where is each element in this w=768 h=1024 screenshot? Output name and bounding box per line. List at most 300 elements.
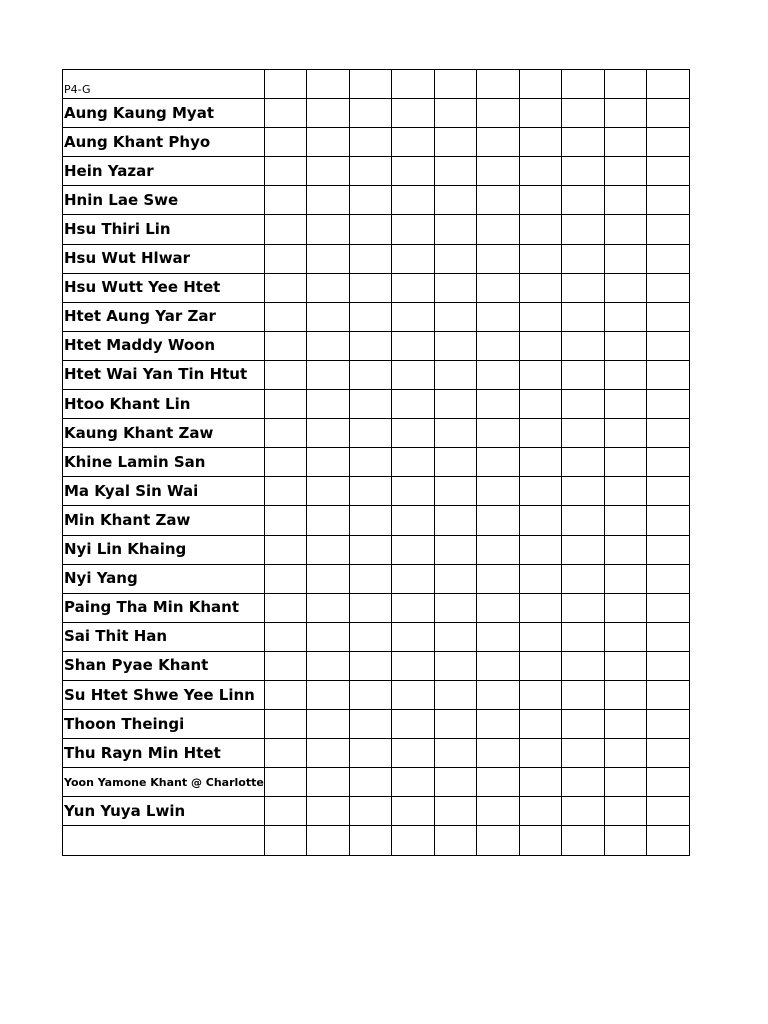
grid-cell[interactable]	[349, 273, 392, 302]
grid-cell[interactable]	[519, 331, 562, 360]
grid-cell[interactable]	[264, 535, 307, 564]
student-name-cell[interactable]	[63, 302, 265, 331]
grid-cell[interactable]	[349, 564, 392, 593]
grid-cell[interactable]	[349, 622, 392, 651]
grid-cell[interactable]	[519, 622, 562, 651]
grid-cell[interactable]	[562, 593, 605, 622]
grid-cell[interactable]	[604, 768, 647, 797]
grid-cell[interactable]	[264, 651, 307, 680]
grid-cell[interactable]	[519, 157, 562, 186]
grid-cell[interactable]	[434, 273, 477, 302]
grid-cell[interactable]	[392, 797, 435, 826]
grid-cell[interactable]	[264, 564, 307, 593]
grid-cell[interactable]	[392, 477, 435, 506]
grid-cell[interactable]	[264, 128, 307, 157]
grid-cell[interactable]	[307, 302, 350, 331]
grid-cell[interactable]	[477, 302, 520, 331]
grid-cell[interactable]	[647, 797, 690, 826]
grid-cell[interactable]	[307, 273, 350, 302]
grid-cell[interactable]	[264, 302, 307, 331]
grid-cell[interactable]	[349, 215, 392, 244]
grid-cell[interactable]	[477, 244, 520, 273]
student-name-cell[interactable]	[63, 273, 265, 302]
grid-cell[interactable]	[647, 535, 690, 564]
grid-cell[interactable]	[264, 622, 307, 651]
grid-cell[interactable]	[307, 739, 350, 768]
grid-cell[interactable]	[562, 564, 605, 593]
grid-cell[interactable]	[392, 70, 435, 99]
grid-cell[interactable]	[647, 70, 690, 99]
grid-cell[interactable]	[477, 157, 520, 186]
grid-cell[interactable]	[477, 535, 520, 564]
grid-cell[interactable]	[604, 70, 647, 99]
grid-cell[interactable]	[604, 477, 647, 506]
grid-cell[interactable]	[392, 215, 435, 244]
grid-cell[interactable]	[349, 360, 392, 389]
grid-cell[interactable]	[604, 302, 647, 331]
grid-cell[interactable]	[562, 360, 605, 389]
grid-cell[interactable]	[392, 535, 435, 564]
grid-cell[interactable]	[604, 390, 647, 419]
grid-cell[interactable]	[562, 768, 605, 797]
grid-cell[interactable]	[647, 448, 690, 477]
grid-cell[interactable]	[307, 506, 350, 535]
grid-cell[interactable]	[264, 593, 307, 622]
grid-cell[interactable]	[604, 797, 647, 826]
grid-cell[interactable]	[519, 302, 562, 331]
grid-cell[interactable]	[562, 710, 605, 739]
grid-cell[interactable]	[264, 506, 307, 535]
grid-cell[interactable]	[477, 186, 520, 215]
grid-cell[interactable]	[307, 419, 350, 448]
grid-cell[interactable]	[307, 680, 350, 709]
grid-cell[interactable]	[604, 651, 647, 680]
grid-cell[interactable]	[307, 186, 350, 215]
grid-cell[interactable]	[604, 360, 647, 389]
grid-cell[interactable]	[434, 244, 477, 273]
grid-cell[interactable]	[307, 157, 350, 186]
grid-cell[interactable]	[477, 128, 520, 157]
grid-cell[interactable]	[604, 128, 647, 157]
grid-cell[interactable]	[264, 768, 307, 797]
grid-cell[interactable]	[434, 302, 477, 331]
grid-cell[interactable]	[562, 215, 605, 244]
grid-cell[interactable]	[477, 448, 520, 477]
grid-cell[interactable]	[264, 70, 307, 99]
grid-cell[interactable]	[647, 651, 690, 680]
grid-cell[interactable]	[307, 651, 350, 680]
grid-cell[interactable]	[307, 99, 350, 128]
grid-cell[interactable]	[307, 593, 350, 622]
student-name-cell[interactable]	[63, 593, 265, 622]
grid-cell[interactable]	[434, 593, 477, 622]
grid-cell[interactable]	[604, 680, 647, 709]
grid-cell[interactable]	[264, 797, 307, 826]
grid-cell[interactable]	[604, 273, 647, 302]
grid-cell[interactable]	[392, 331, 435, 360]
student-name-cell[interactable]	[63, 564, 265, 593]
grid-cell[interactable]	[434, 651, 477, 680]
grid-cell[interactable]	[647, 157, 690, 186]
grid-cell[interactable]	[392, 99, 435, 128]
grid-cell[interactable]	[604, 419, 647, 448]
grid-cell[interactable]	[307, 360, 350, 389]
grid-cell[interactable]	[519, 419, 562, 448]
student-name-cell[interactable]	[63, 651, 265, 680]
grid-cell[interactable]	[349, 70, 392, 99]
grid-cell[interactable]	[604, 186, 647, 215]
grid-cell[interactable]	[264, 360, 307, 389]
grid-cell[interactable]	[604, 99, 647, 128]
grid-cell[interactable]	[434, 215, 477, 244]
student-name-cell[interactable]	[63, 477, 265, 506]
grid-cell[interactable]	[392, 360, 435, 389]
grid-cell[interactable]	[647, 360, 690, 389]
grid-cell[interactable]	[647, 739, 690, 768]
grid-cell[interactable]	[392, 564, 435, 593]
grid-cell[interactable]	[519, 506, 562, 535]
grid-cell[interactable]	[519, 273, 562, 302]
grid-cell[interactable]	[519, 768, 562, 797]
student-name-cell[interactable]	[63, 157, 265, 186]
grid-cell[interactable]	[519, 186, 562, 215]
grid-cell[interactable]	[264, 186, 307, 215]
grid-cell[interactable]	[264, 826, 307, 855]
grid-cell[interactable]	[562, 99, 605, 128]
grid-cell[interactable]	[562, 680, 605, 709]
student-name-cell[interactable]	[63, 419, 265, 448]
grid-cell[interactable]	[392, 826, 435, 855]
grid-cell[interactable]	[392, 157, 435, 186]
student-name: Min Khant Zaw	[64, 510, 191, 529]
grid-cell[interactable]	[477, 564, 520, 593]
grid-cell[interactable]	[477, 331, 520, 360]
grid-cell[interactable]	[349, 797, 392, 826]
grid-cell[interactable]	[392, 273, 435, 302]
grid-cell[interactable]	[392, 710, 435, 739]
grid-cell[interactable]	[264, 244, 307, 273]
grid-cell[interactable]	[307, 70, 350, 99]
grid-cell[interactable]	[519, 128, 562, 157]
grid-cell[interactable]	[604, 157, 647, 186]
class-label-cell[interactable]	[63, 70, 265, 99]
grid-cell[interactable]	[264, 99, 307, 128]
student-name: Htet Aung Yar Zar	[64, 307, 216, 326]
student-name-cell[interactable]	[63, 768, 265, 797]
grid-cell[interactable]	[519, 477, 562, 506]
grid-cell[interactable]	[647, 710, 690, 739]
grid-cell[interactable]	[349, 448, 392, 477]
grid-cell[interactable]	[519, 797, 562, 826]
grid-cell[interactable]	[349, 128, 392, 157]
grid-cell[interactable]	[264, 419, 307, 448]
grid-cell[interactable]	[647, 826, 690, 855]
grid-cell[interactable]	[264, 157, 307, 186]
grid-cell[interactable]	[434, 797, 477, 826]
grid-cell[interactable]	[647, 99, 690, 128]
grid-cell[interactable]	[519, 99, 562, 128]
student-name-cell[interactable]	[63, 215, 265, 244]
grid-cell[interactable]	[307, 768, 350, 797]
grid-cell[interactable]	[519, 593, 562, 622]
grid-cell[interactable]	[477, 593, 520, 622]
grid-cell[interactable]	[392, 622, 435, 651]
grid-cell[interactable]	[434, 768, 477, 797]
grid-cell[interactable]	[307, 215, 350, 244]
student-name-cell[interactable]	[63, 680, 265, 709]
grid-cell[interactable]	[392, 128, 435, 157]
grid-cell[interactable]	[562, 477, 605, 506]
grid-cell[interactable]	[519, 826, 562, 855]
grid-cell[interactable]	[647, 768, 690, 797]
grid-cell[interactable]	[392, 302, 435, 331]
grid-cell[interactable]	[647, 593, 690, 622]
grid-cell[interactable]	[604, 710, 647, 739]
grid-cell[interactable]	[562, 651, 605, 680]
grid-cell[interactable]	[349, 244, 392, 273]
grid-cell[interactable]	[349, 419, 392, 448]
grid-cell[interactable]	[264, 680, 307, 709]
grid-cell[interactable]	[604, 593, 647, 622]
grid-cell[interactable]	[349, 651, 392, 680]
grid-cell[interactable]	[392, 680, 435, 709]
grid-cell[interactable]	[349, 99, 392, 128]
grid-cell[interactable]	[562, 331, 605, 360]
grid-cell[interactable]	[647, 680, 690, 709]
grid-cell[interactable]	[477, 70, 520, 99]
grid-cell[interactable]	[434, 419, 477, 448]
grid-cell[interactable]	[264, 739, 307, 768]
grid-cell[interactable]	[477, 739, 520, 768]
grid-cell[interactable]	[477, 215, 520, 244]
grid-cell[interactable]	[604, 506, 647, 535]
grid-cell[interactable]	[647, 477, 690, 506]
student-name-cell[interactable]	[63, 99, 265, 128]
grid-cell[interactable]	[562, 186, 605, 215]
grid-cell[interactable]	[434, 477, 477, 506]
grid-cell[interactable]	[264, 331, 307, 360]
grid-cell[interactable]	[434, 535, 477, 564]
grid-cell[interactable]	[477, 477, 520, 506]
grid-cell[interactable]	[477, 99, 520, 128]
grid-cell[interactable]	[477, 710, 520, 739]
grid-cell[interactable]	[604, 244, 647, 273]
grid-cell[interactable]	[477, 768, 520, 797]
grid-cell[interactable]	[392, 768, 435, 797]
grid-cell[interactable]	[477, 506, 520, 535]
grid-cell[interactable]	[519, 360, 562, 389]
grid-cell[interactable]	[392, 186, 435, 215]
grid-cell[interactable]	[562, 128, 605, 157]
grid-cell[interactable]	[562, 70, 605, 99]
grid-cell[interactable]	[519, 535, 562, 564]
grid-cell[interactable]	[604, 564, 647, 593]
student-name-cell[interactable]	[63, 797, 265, 826]
grid-cell[interactable]	[434, 710, 477, 739]
grid-cell[interactable]	[434, 331, 477, 360]
grid-cell[interactable]	[434, 128, 477, 157]
grid-cell[interactable]	[647, 506, 690, 535]
grid-cell[interactable]	[519, 651, 562, 680]
grid-cell[interactable]	[434, 390, 477, 419]
grid-cell[interactable]	[647, 331, 690, 360]
student-name-cell[interactable]	[63, 739, 265, 768]
grid-cell[interactable]	[434, 622, 477, 651]
class-label: P4-G	[64, 83, 91, 97]
grid-cell[interactable]	[562, 797, 605, 826]
grid-cell[interactable]	[562, 826, 605, 855]
grid-cell[interactable]	[264, 710, 307, 739]
grid-cell[interactable]	[647, 302, 690, 331]
grid-cell[interactable]	[647, 186, 690, 215]
grid-cell[interactable]	[477, 651, 520, 680]
student-name-cell[interactable]	[63, 506, 265, 535]
grid-cell[interactable]	[477, 419, 520, 448]
grid-cell[interactable]	[562, 273, 605, 302]
grid-cell[interactable]	[349, 710, 392, 739]
grid-cell[interactable]	[519, 680, 562, 709]
grid-cell[interactable]	[307, 826, 350, 855]
grid-cell[interactable]	[477, 680, 520, 709]
grid-cell[interactable]	[349, 390, 392, 419]
grid-cell[interactable]	[392, 390, 435, 419]
grid-cell[interactable]	[519, 215, 562, 244]
grid-cell[interactable]	[307, 622, 350, 651]
grid-cell[interactable]	[434, 70, 477, 99]
grid-cell[interactable]	[307, 390, 350, 419]
grid-cell[interactable]	[477, 273, 520, 302]
grid-cell[interactable]	[562, 535, 605, 564]
grid-cell[interactable]	[392, 593, 435, 622]
grid-cell[interactable]	[349, 535, 392, 564]
grid-cell[interactable]	[562, 419, 605, 448]
grid-cell[interactable]	[519, 390, 562, 419]
grid-cell[interactable]	[349, 302, 392, 331]
grid-cell[interactable]	[349, 477, 392, 506]
grid-cell[interactable]	[307, 128, 350, 157]
grid-cell[interactable]	[477, 797, 520, 826]
grid-cell[interactable]	[392, 448, 435, 477]
grid-cell[interactable]	[519, 70, 562, 99]
grid-cell[interactable]	[307, 331, 350, 360]
grid-cell[interactable]	[307, 477, 350, 506]
grid-cell[interactable]	[392, 739, 435, 768]
student-name-cell[interactable]	[63, 360, 265, 389]
grid-cell[interactable]	[477, 360, 520, 389]
grid-cell[interactable]	[477, 622, 520, 651]
grid-cell[interactable]	[519, 244, 562, 273]
grid-cell[interactable]	[307, 564, 350, 593]
student-name-cell[interactable]	[63, 244, 265, 273]
grid-cell[interactable]	[562, 448, 605, 477]
grid-cell[interactable]	[604, 215, 647, 244]
grid-cell[interactable]	[434, 826, 477, 855]
grid-cell[interactable]	[604, 739, 647, 768]
grid-cell[interactable]	[392, 651, 435, 680]
student-name-cell[interactable]	[63, 390, 265, 419]
grid-cell[interactable]	[264, 215, 307, 244]
grid-cell[interactable]	[562, 244, 605, 273]
grid-cell[interactable]	[264, 448, 307, 477]
grid-cell[interactable]	[349, 157, 392, 186]
grid-cell[interactable]	[562, 739, 605, 768]
grid-cell[interactable]	[434, 360, 477, 389]
grid-cell[interactable]	[519, 448, 562, 477]
student-name-cell[interactable]	[63, 622, 265, 651]
grid-cell[interactable]	[264, 477, 307, 506]
grid-cell[interactable]	[604, 535, 647, 564]
grid-cell[interactable]	[604, 448, 647, 477]
grid-cell[interactable]	[392, 506, 435, 535]
student-name-cell[interactable]	[63, 186, 265, 215]
grid-cell[interactable]	[477, 390, 520, 419]
grid-cell[interactable]	[647, 128, 690, 157]
grid-cell[interactable]	[647, 622, 690, 651]
grid-cell[interactable]	[349, 826, 392, 855]
grid-cell[interactable]	[647, 215, 690, 244]
grid-cell[interactable]	[349, 331, 392, 360]
grid-cell[interactable]	[349, 768, 392, 797]
grid-cell[interactable]	[264, 390, 307, 419]
grid-cell[interactable]	[519, 710, 562, 739]
grid-cell[interactable]	[562, 390, 605, 419]
student-name-cell[interactable]	[63, 535, 265, 564]
grid-cell[interactable]	[349, 186, 392, 215]
grid-cell[interactable]	[647, 564, 690, 593]
student-name-cell[interactable]	[63, 128, 265, 157]
student-name-cell[interactable]	[63, 448, 265, 477]
grid-cell[interactable]	[434, 186, 477, 215]
grid-cell[interactable]	[434, 680, 477, 709]
grid-cell[interactable]	[349, 680, 392, 709]
grid-cell[interactable]	[604, 331, 647, 360]
grid-cell[interactable]	[434, 564, 477, 593]
grid-cell[interactable]	[519, 739, 562, 768]
grid-cell[interactable]	[562, 622, 605, 651]
grid-cell[interactable]	[434, 739, 477, 768]
grid-cell[interactable]	[392, 244, 435, 273]
grid-cell[interactable]	[562, 302, 605, 331]
grid-cell[interactable]	[604, 622, 647, 651]
grid-cell[interactable]	[604, 826, 647, 855]
student-name-cell[interactable]	[63, 826, 265, 855]
grid-cell[interactable]	[307, 244, 350, 273]
grid-cell[interactable]	[434, 448, 477, 477]
grid-cell[interactable]	[307, 710, 350, 739]
grid-cell[interactable]	[307, 448, 350, 477]
grid-cell[interactable]	[647, 244, 690, 273]
grid-cell[interactable]	[477, 826, 520, 855]
grid-cell[interactable]	[434, 99, 477, 128]
grid-cell[interactable]	[434, 506, 477, 535]
grid-cell[interactable]	[349, 593, 392, 622]
grid-cell[interactable]	[392, 419, 435, 448]
grid-cell[interactable]	[562, 157, 605, 186]
grid-cell[interactable]	[647, 419, 690, 448]
grid-cell[interactable]	[647, 273, 690, 302]
grid-cell[interactable]	[264, 273, 307, 302]
grid-cell[interactable]	[434, 157, 477, 186]
grid-cell[interactable]	[307, 797, 350, 826]
grid-cell[interactable]	[647, 390, 690, 419]
grid-cell[interactable]	[307, 535, 350, 564]
student-name-cell[interactable]	[63, 710, 265, 739]
grid-cell[interactable]	[562, 506, 605, 535]
grid-cell[interactable]	[349, 506, 392, 535]
student-name-cell[interactable]	[63, 331, 265, 360]
grid-cell[interactable]	[519, 564, 562, 593]
grid-cell[interactable]	[349, 739, 392, 768]
